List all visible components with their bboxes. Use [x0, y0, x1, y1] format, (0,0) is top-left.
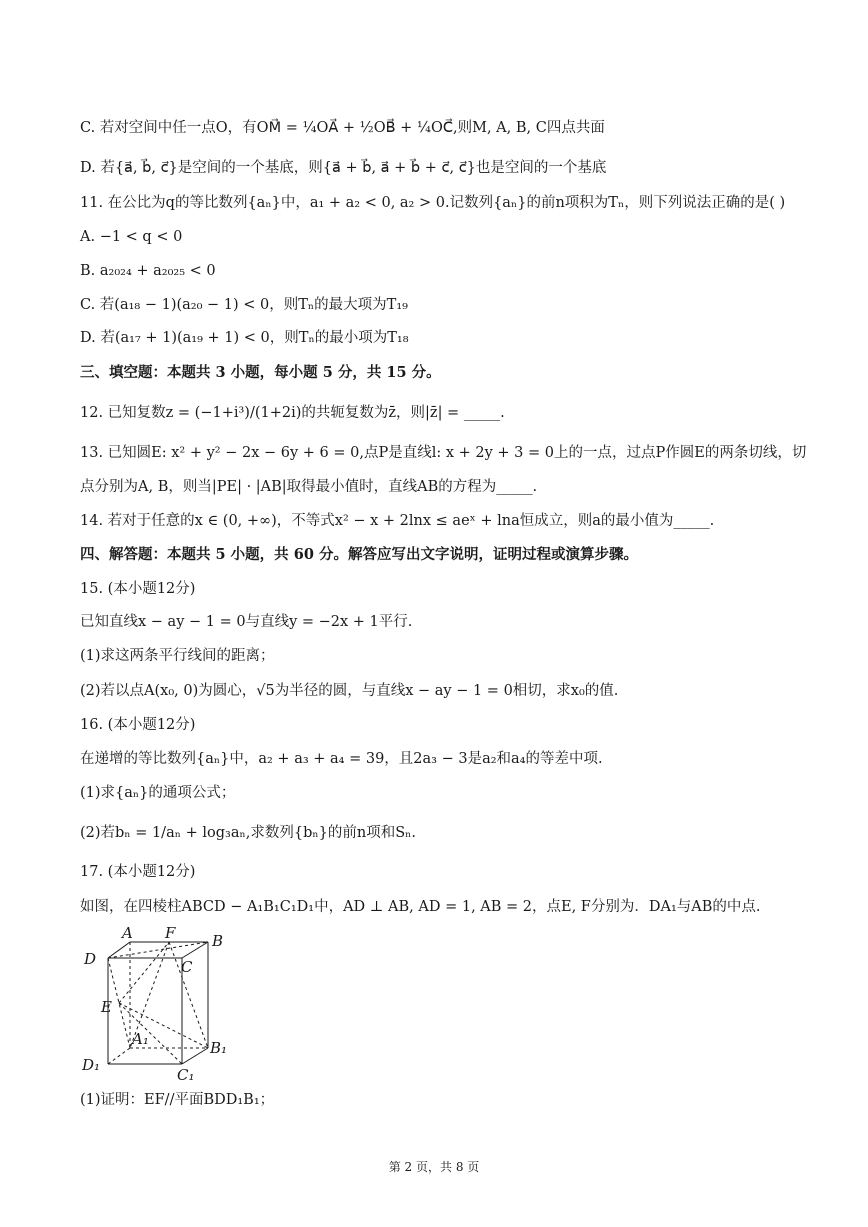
section-3-heading: 三、填空题：本题共 3 小题，每小题 5 分，共 15 分。: [80, 364, 441, 381]
question-17-title: 17. (本小题12分): [80, 864, 196, 880]
vertex-label-A1: A₁: [132, 1030, 149, 1048]
section-4-heading: 四、解答题：本题共 5 小题，共 60 分。解答应写出文字说明，证明过程或演算步骤。: [80, 546, 638, 563]
question-11-stem: 11. 在公比为q的等比数列{aₙ}中，a₁ + a₂ < 0, a₂ > 0.记数列{aₙ}的前n项积为Tₙ，则下列说法正确的是( ): [80, 195, 786, 211]
question-15-title: 15. (本小题12分): [80, 581, 196, 597]
vertex-label-A: A: [122, 924, 133, 942]
edge-DA: [108, 942, 130, 958]
question-15-stem: 已知直线x − ay − 1 = 0与直线y = −2x + 1平行.: [80, 614, 413, 630]
vertex-label-C: C: [181, 958, 193, 976]
option-11b: B. a₂₀₂₄ + a₂₀₂₅ < 0: [80, 263, 216, 279]
segment-EF: [119, 942, 169, 1003]
vertex-label-D: D: [84, 950, 97, 968]
option-11d: D. 若(a₁₇ + 1)(a₁₉ + 1) < 0，则Tₙ的最小项为T₁₈: [80, 330, 409, 346]
question-16-part2: (2)若bₙ = 1/aₙ + log₃aₙ,求数列{bₙ}的前n项和Sₙ.: [80, 825, 417, 841]
question-16-part1: (1)求{aₙ}的通项公式；: [80, 785, 236, 801]
option-10d: D. 若{a⃗, b⃗, c⃗}是空间的一个基底，则{a⃗ + b⃗, a⃗ + b⃗ + c⃗, c⃗}也是空间的一个基底: [80, 160, 607, 176]
edge-D1A1-hidden: [108, 1048, 130, 1064]
vertex-label-B1: B₁: [210, 1039, 228, 1057]
question-14: 14. 若对于任意的x ∈ (0, +∞)，不等式x² − x + 2lnx ≤ aeˣ + lna恒成立，则a的最小值为_____.: [80, 513, 715, 529]
question-12: 12. 已知复数z = (−1+i³)/(1+2i)的共轭复数为z̄，则|z̄| = _____.: [80, 405, 505, 421]
edge-C1B1: [182, 1048, 208, 1064]
option-10c: C. 若对空间中任一点O，有OM⃗ = ¼OA⃗ + ½OB⃗ + ¼OC⃗,则M, A, B, C四点共面: [80, 120, 605, 136]
page-footer: 第 2 页，共 8 页: [388, 1160, 480, 1174]
question-15-part1: (1)求这两条平行线间的距离；: [80, 648, 275, 664]
vertex-label-C1: C₁: [177, 1066, 195, 1082]
option-11a: A. −1 < q < 0: [80, 229, 183, 245]
segment-EC1: [119, 1003, 182, 1064]
question-16-title: 16. (本小题12分): [80, 717, 196, 733]
question-17-stem: 如图，在四棱柱ABCD − A₁B₁C₁D₁中，AD ⊥ AB, AD = 1, AB = 2，点E, F分别为．DA₁与AB的中点.: [80, 899, 761, 915]
edge-CB: [182, 942, 208, 958]
vertex-label-E: E: [101, 998, 112, 1016]
vertex-label-D1: D₁: [82, 1056, 101, 1074]
vertex-label-F: F: [165, 924, 176, 942]
option-11c: C. 若(a₁₈ − 1)(a₂₀ − 1) < 0，则Tₙ的最大项为T₁₉: [80, 297, 408, 313]
vertex-label-B: B: [212, 932, 224, 950]
question-13-line2: 点分别为A, B，则当|PE| · |AB|取得最小值时，直线AB的方程为_____.: [80, 479, 538, 495]
question-15-part2: (2)若以点A(x₀, 0)为圆心，√5为半径的圆，与直线x − ay − 1 = 0相切，求x₀的值.: [80, 683, 619, 699]
prism-figure: [78, 922, 238, 1082]
question-16-stem: 在递增的等比数列{aₙ}中，a₂ + a₃ + a₄ = 39，且2a₃ − 3是a₂和a₄的等差中项.: [80, 751, 603, 767]
question-13-line1: 13. 已知圆E: x² + y² − 2x − 6y + 6 = 0,点P是直线l: x + 2y + 3 = 0上的一点，过点P作圆E的两条切线，切: [80, 445, 807, 461]
question-17-part1: (1)证明：EF//平面BDD₁B₁；: [80, 1092, 275, 1108]
